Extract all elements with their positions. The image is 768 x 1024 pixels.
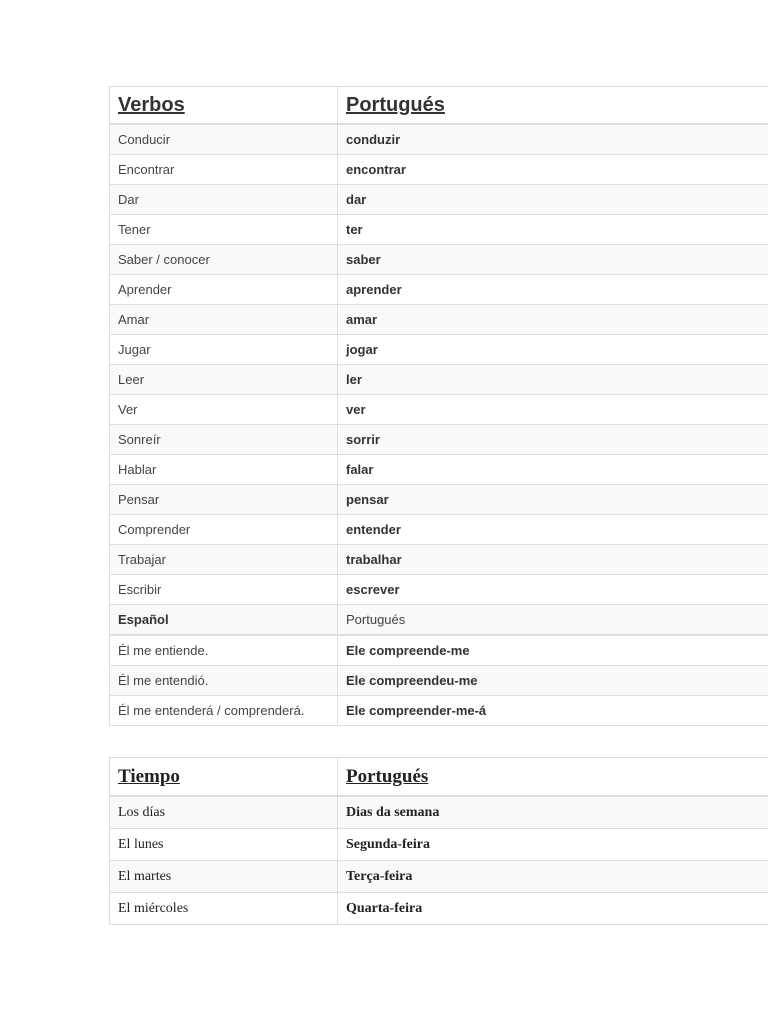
spanish-cell: Jugar (110, 335, 338, 365)
header-cell-portugues: Portugués (338, 758, 768, 797)
spanish-cell: El miércoles (110, 893, 338, 925)
table-row (110, 575, 768, 605)
portuguese-cell: escrever (338, 575, 768, 605)
portuguese-cell: falar (338, 455, 768, 485)
portuguese-cell: jogar (338, 335, 768, 365)
table-row (110, 335, 768, 365)
portuguese-cell: ver (338, 395, 768, 425)
header-cell-portugues: Portugués (338, 87, 768, 125)
portuguese-cell: ler (338, 365, 768, 395)
portuguese-cell: Terça-feira (338, 861, 768, 893)
portuguese-cell: entender (338, 515, 768, 545)
spanish-cell: Los días (110, 796, 338, 829)
table-row (110, 124, 768, 155)
spanish-cell: Hablar (110, 455, 338, 485)
spanish-cell: El lunes (110, 829, 338, 861)
spanish-cell: Saber / conocer (110, 245, 338, 275)
header-cell-verbos: Verbos (110, 87, 338, 125)
portuguese-cell: sorrir (338, 425, 768, 455)
table-row (110, 365, 768, 395)
portuguese-sentence-cell: Ele compreender-me-á (338, 696, 768, 726)
subheader-row (110, 605, 768, 636)
table-row (110, 395, 768, 425)
table-row (110, 245, 768, 275)
subheader-cell-espanol: Español (110, 605, 338, 636)
table-row (110, 185, 768, 215)
spanish-cell: Aprender (110, 275, 338, 305)
spanish-cell: Leer (110, 365, 338, 395)
portuguese-cell: Quarta-feira (338, 893, 768, 925)
spanish-cell: Comprender (110, 515, 338, 545)
table-row (110, 893, 768, 925)
portuguese-cell: encontrar (338, 155, 768, 185)
spanish-cell: Amar (110, 305, 338, 335)
time-table (109, 757, 768, 925)
verbs-table-header-row (110, 87, 768, 125)
table-row (110, 215, 768, 245)
header-cell-tiempo: Tiempo (110, 758, 338, 797)
portuguese-cell: aprender (338, 275, 768, 305)
table-row (110, 275, 768, 305)
spanish-cell: Tener (110, 215, 338, 245)
portuguese-cell: conduzir (338, 124, 768, 155)
portuguese-cell: ter (338, 215, 768, 245)
table-row (110, 696, 768, 726)
table-row (110, 796, 768, 829)
portuguese-cell: Segunda-feira (338, 829, 768, 861)
spanish-cell: Pensar (110, 485, 338, 515)
spanish-sentence-cell: Él me entiende. (110, 635, 338, 666)
spanish-sentence-cell: Él me entenderá / comprenderá. (110, 696, 338, 726)
table-row (110, 861, 768, 893)
portuguese-cell: trabalhar (338, 545, 768, 575)
portuguese-sentence-cell: Ele compreendeu-me (338, 666, 768, 696)
table-row (110, 155, 768, 185)
time-table-header-row (110, 758, 768, 797)
spanish-cell: Dar (110, 185, 338, 215)
table-row (110, 829, 768, 861)
spanish-cell: Encontrar (110, 155, 338, 185)
spanish-cell: Trabajar (110, 545, 338, 575)
portuguese-cell: dar (338, 185, 768, 215)
table-row (110, 515, 768, 545)
table-row (110, 455, 768, 485)
spanish-cell: Conducir (110, 124, 338, 155)
verbs-table (109, 86, 768, 726)
portuguese-cell: pensar (338, 485, 768, 515)
subheader-cell-portugues: Portugués (338, 605, 768, 636)
table-row (110, 635, 768, 666)
spanish-cell: Escribir (110, 575, 338, 605)
portuguese-cell: Dias da semana (338, 796, 768, 829)
portuguese-sentence-cell: Ele compreende-me (338, 635, 768, 666)
table-row (110, 666, 768, 696)
spanish-sentence-cell: Él me entendió. (110, 666, 338, 696)
spanish-cell: Sonreír (110, 425, 338, 455)
table-row (110, 425, 768, 455)
portuguese-cell: saber (338, 245, 768, 275)
table-row (110, 305, 768, 335)
spanish-cell: El martes (110, 861, 338, 893)
portuguese-cell: amar (338, 305, 768, 335)
table-row (110, 485, 768, 515)
table-row (110, 545, 768, 575)
spanish-cell: Ver (110, 395, 338, 425)
